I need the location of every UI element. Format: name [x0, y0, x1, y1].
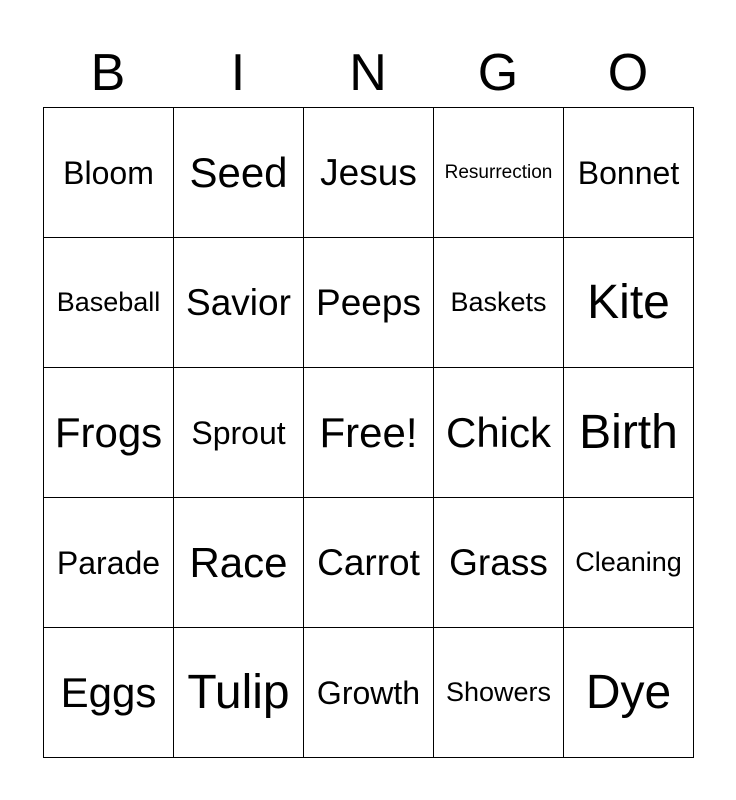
bingo-cell: [44, 238, 174, 368]
cell-label: Eggs: [60, 668, 157, 716]
header-letter-o: O: [607, 44, 649, 102]
bingo-cell: [434, 498, 564, 628]
cell-label: Birth: [579, 405, 678, 459]
bingo-cell: [174, 498, 304, 628]
cell-label: Baseball: [56, 287, 161, 317]
cell-label: Parade: [56, 544, 161, 581]
cell-label: Grass: [449, 542, 548, 583]
bingo-cell: [44, 498, 174, 628]
bingo-cell: [434, 108, 564, 238]
cell-label: Race: [189, 538, 288, 586]
header-letter-n: N: [349, 44, 387, 102]
cell-label: Seed: [189, 148, 288, 196]
bingo-cell: [434, 368, 564, 498]
bingo-cell: [564, 108, 694, 238]
bingo-cell: [174, 368, 304, 498]
bingo-cell: [434, 238, 564, 368]
bingo-cell: [44, 368, 174, 498]
bingo-cell: [174, 628, 304, 758]
cell-label: Baskets: [450, 287, 547, 317]
bingo-cell: [434, 628, 564, 758]
bingo-cell: [174, 238, 304, 368]
cell-label: Frogs: [54, 408, 163, 456]
cell-label: Dye: [585, 665, 672, 719]
cell-label: Peeps: [316, 282, 421, 323]
cell-label: Resurrection: [444, 162, 553, 183]
bingo-cell: [304, 628, 434, 758]
bingo-board: [43, 107, 694, 758]
cell-label: Chick: [445, 408, 552, 456]
header-letter-i: I: [230, 44, 246, 102]
cell-label: Carrot: [317, 542, 420, 583]
cell-label: Free!: [319, 408, 418, 456]
cell-label: Bonnet: [577, 154, 680, 191]
cell-label: Growth: [316, 674, 421, 711]
cell-label: Cleaning: [575, 547, 682, 577]
cell-label: Kite: [587, 275, 670, 329]
bingo-cell: [304, 498, 434, 628]
bingo-cell: [564, 628, 694, 758]
bingo-cell: [304, 108, 434, 238]
header-letter-g: G: [477, 44, 519, 102]
bingo-cell free-space: [304, 368, 434, 498]
bingo-cell: [564, 368, 694, 498]
bingo-cell: [44, 628, 174, 758]
bingo-cell: [44, 108, 174, 238]
bingo-header: [43, 40, 693, 106]
cell-label: Savior: [186, 282, 291, 323]
bingo-cell: [564, 498, 694, 628]
header-letter-b: B: [90, 44, 126, 102]
bingo-cell: [564, 238, 694, 368]
bingo-cell: [304, 238, 434, 368]
bingo-cell: [174, 108, 304, 238]
cell-label: Bloom: [63, 154, 154, 191]
cell-label: Jesus: [320, 152, 417, 193]
cell-label: Showers: [445, 677, 552, 707]
cell-label: Sprout: [191, 414, 286, 451]
cell-label: Tulip: [187, 665, 290, 719]
